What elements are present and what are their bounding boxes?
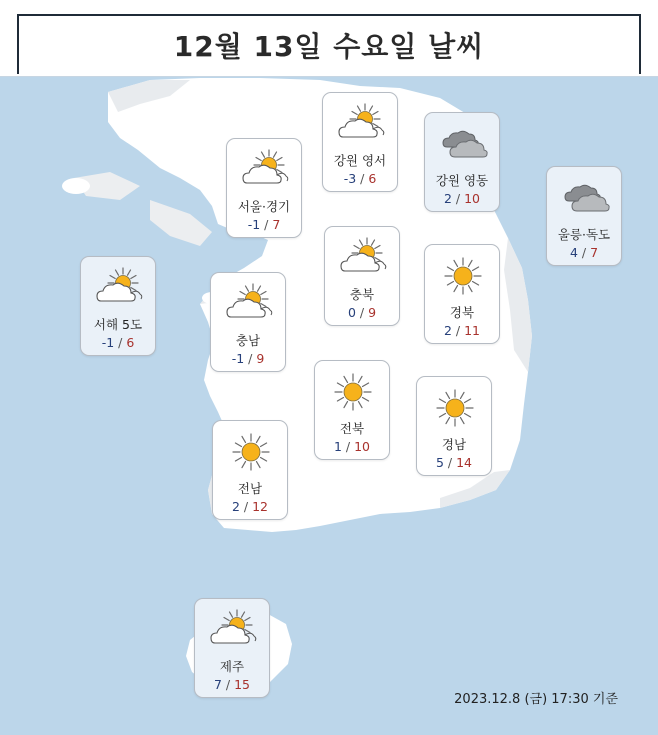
page-title: 12월 13일 수요일 날씨 [17, 14, 641, 74]
max-temp: 15 [234, 677, 251, 692]
temp-separator: / [581, 245, 587, 260]
partly-cloudy-icon [207, 609, 259, 651]
region-name: 경북 [449, 305, 475, 320]
sunny-icon [437, 255, 489, 297]
min-temp: -1 [101, 335, 115, 350]
timestamp: 2023.12.8 (금) 17:30 기준 [454, 692, 618, 707]
region-temps [547, 245, 621, 260]
partly-cloudy-icon [223, 283, 275, 325]
region-card-gangwon-yeongseo [322, 92, 398, 192]
temp-separator: / [447, 455, 453, 470]
region-name: 강원 영서 [333, 153, 387, 168]
region-temps [425, 191, 499, 206]
max-temp: 12 [252, 499, 269, 514]
region-name: 울릉·독도 [557, 227, 611, 242]
max-temp: 9 [256, 351, 265, 366]
region-temps [81, 335, 155, 350]
max-temp: 7 [272, 217, 281, 232]
region-name: 서해 5도 [93, 317, 143, 332]
max-temp: 9 [368, 305, 377, 320]
min-temp: -1 [247, 217, 261, 232]
max-temp: 14 [456, 455, 473, 470]
max-temp: 10 [464, 191, 481, 206]
temp-separator: / [264, 217, 269, 232]
title-bar [0, 0, 658, 77]
min-temp: 1 [333, 439, 342, 454]
region-temps [315, 439, 389, 454]
temp-separator: / [345, 439, 351, 454]
max-temp: 7 [590, 245, 599, 260]
min-temp: 5 [435, 455, 444, 470]
region-name: 제주 [219, 659, 245, 674]
region-temps [227, 217, 301, 232]
min-temp: 2 [443, 191, 452, 206]
max-temp: 6 [368, 171, 377, 186]
temp-separator: / [248, 351, 253, 366]
temp-separator: / [360, 171, 365, 186]
region-temps [213, 499, 287, 514]
island-west [62, 178, 90, 194]
temp-separator: / [455, 323, 461, 338]
partly-cloudy-icon [337, 237, 389, 279]
partly-cloudy-icon [239, 149, 291, 191]
cloudy-icon [437, 123, 489, 165]
region-card-seoul-gyeonggi [226, 138, 302, 238]
region-name: 충남 [235, 333, 261, 348]
temp-separator: / [225, 677, 231, 692]
sunny-icon [225, 431, 277, 473]
temp-separator: / [243, 499, 249, 514]
partly-cloudy-icon [335, 103, 387, 145]
region-temps [211, 351, 285, 366]
partly-cloudy-icon [93, 267, 145, 309]
region-card-gangwon-yeongdong [424, 112, 500, 212]
region-card-chungnam [210, 272, 286, 372]
max-temp: 6 [126, 335, 135, 350]
region-card-ulleung-dokdo [546, 166, 622, 266]
cloudy-icon [559, 177, 611, 219]
region-card-jeju [194, 598, 270, 698]
region-card-gyeongnam [416, 376, 492, 476]
region-name: 서울·경기 [237, 199, 291, 214]
min-temp: -1 [231, 351, 245, 366]
max-temp: 10 [354, 439, 371, 454]
temp-separator: / [359, 305, 365, 320]
region-temps [195, 677, 269, 692]
min-temp: 4 [569, 245, 578, 260]
region-name: 전북 [339, 421, 365, 436]
min-temp: 7 [213, 677, 222, 692]
region-temps [425, 323, 499, 338]
min-temp: 2 [231, 499, 240, 514]
region-name: 충북 [349, 287, 375, 302]
region-name: 전남 [237, 481, 263, 496]
region-card-gyeongbuk [424, 244, 500, 344]
region-name: 강원 영동 [435, 173, 489, 188]
min-temp: 2 [443, 323, 452, 338]
region-card-jeonbuk [314, 360, 390, 460]
region-temps [325, 305, 399, 320]
temp-separator: / [455, 191, 461, 206]
region-card-seohae-5do [80, 256, 156, 356]
min-temp: 0 [347, 305, 356, 320]
region-card-jeonnam [212, 420, 288, 520]
temp-separator: / [118, 335, 123, 350]
region-temps [417, 455, 491, 470]
max-temp: 11 [464, 323, 481, 338]
region-name: 경남 [441, 437, 467, 452]
region-card-chungbuk [324, 226, 400, 326]
min-temp: -3 [343, 171, 357, 186]
region-temps [323, 171, 397, 186]
sunny-icon [327, 371, 379, 413]
sunny-icon [429, 387, 481, 429]
